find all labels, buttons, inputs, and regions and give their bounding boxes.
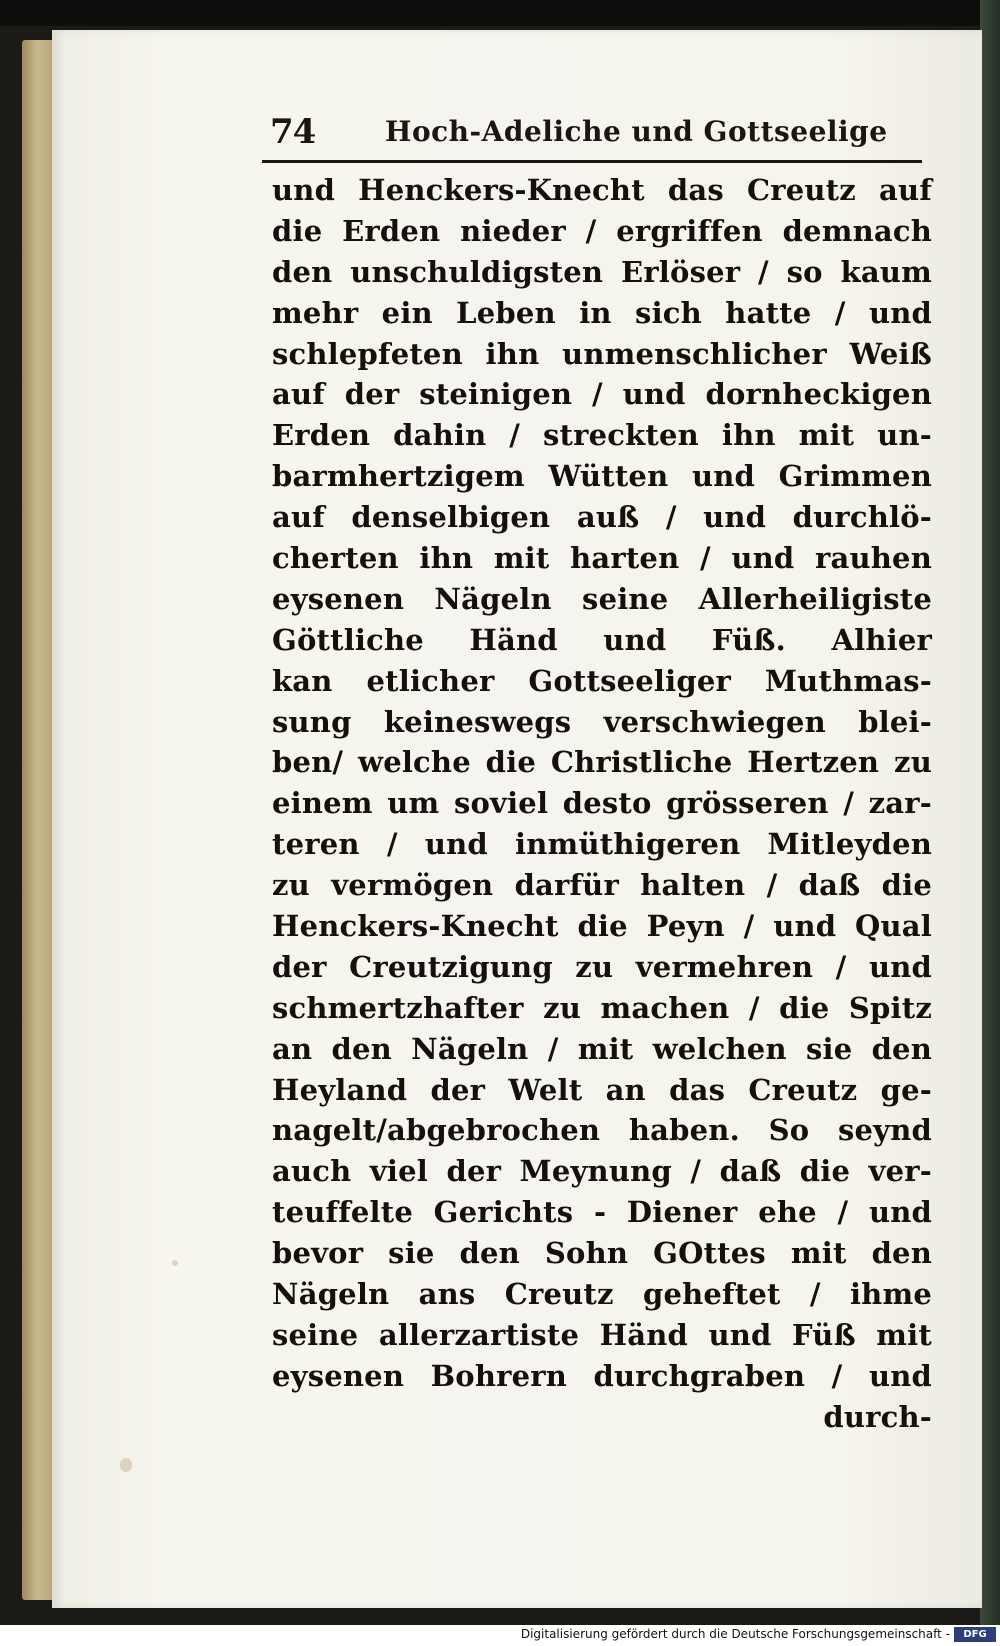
- book-cover-edge: [980, 0, 1000, 1625]
- foxing-stain: [172, 1260, 178, 1266]
- footer-credit: Digitalisierung gefördert durch die Deutsche Forschungsgemeinschaft -: [520, 1627, 950, 1641]
- text-line: kan etlicher Gottseeliger Muthmas-: [272, 663, 932, 698]
- text-line: cherten ihn mit harten / und rauhen: [272, 541, 932, 576]
- text-line: Heyland der Welt an das Creutz ge-: [272, 1072, 932, 1107]
- text-line: einem um soviel desto grösseren / zar-: [272, 786, 932, 821]
- text-line: die Erden nieder / ergriffen demnach: [272, 213, 932, 248]
- text-line: und Henckers-Knecht das Creutz auf: [272, 173, 932, 207]
- text-line: auf der steinigen / und dornheckigen: [272, 377, 932, 412]
- text-line: eysenen Nägeln seine Allerheiligiste: [272, 581, 932, 616]
- text-line: den unschuldigsten Erlöser / so kaum: [272, 254, 932, 289]
- text-line: nagelt/abgebrochen haben. So seynd: [272, 1113, 932, 1148]
- running-head: [270, 112, 920, 158]
- text-line: schmertzhafter zu machen / die Spitz: [272, 990, 932, 1025]
- text-line: eysenen Bohrern durchgraben / und: [272, 1358, 932, 1393]
- text-line: mehr ein Leben in sich hatte / und: [272, 295, 932, 330]
- text-line: zu vermögen darfür halten / daß die: [272, 868, 932, 903]
- text-line: Göttliche Händ und Füß. Alhier: [272, 622, 932, 657]
- header-rule: [262, 160, 922, 167]
- text-line: Nägeln ans Creutz geheftet / ihme: [272, 1277, 932, 1312]
- footer-bar: [0, 1625, 1000, 1646]
- text-line: auf denselbigen auß / und durchlö-: [272, 500, 932, 535]
- scan-top-edge: [0, 0, 1000, 26]
- text-line: sung keineswegs verschwiegen blei-: [272, 704, 932, 739]
- text-line: an den Nägeln / mit welchen sie den: [272, 1031, 932, 1066]
- text-line: der Creutzigung zu vermehren / und: [272, 949, 932, 984]
- dfg-logo: DFG: [954, 1627, 996, 1642]
- text-line: schlepfeten ihn unmenschlicher Weiß: [272, 336, 932, 371]
- body-text: [272, 170, 932, 1438]
- text-line: teren / und inmüthigeren Mitleyden: [272, 827, 932, 862]
- running-title: Hoch-Adeliche und Gottseelige: [385, 115, 888, 148]
- page-number: 74: [270, 112, 316, 152]
- text-line: seine allerzartiste Händ und Füß mit: [272, 1317, 932, 1352]
- text-line: barmhertzigem Wütten und Grimmen: [272, 459, 932, 494]
- text-line: ben/ welche die Christliche Hertzen zu: [272, 745, 932, 780]
- page-fore-edge: [22, 40, 56, 1600]
- text-line: bevor sie den Sohn GOttes mit den: [272, 1236, 932, 1271]
- catchword: durch-: [823, 1399, 932, 1434]
- text-line: teuffelte Gerichts - Diener ehe / und: [272, 1195, 932, 1230]
- text-line: Erden dahin / streckten ihn mit un-: [272, 418, 932, 453]
- text-line: Henckers-Knecht die Peyn / und Qual: [272, 909, 932, 944]
- text-line: auch viel der Meynung / daß die ver-: [272, 1154, 932, 1189]
- foxing-stain: [120, 1458, 132, 1472]
